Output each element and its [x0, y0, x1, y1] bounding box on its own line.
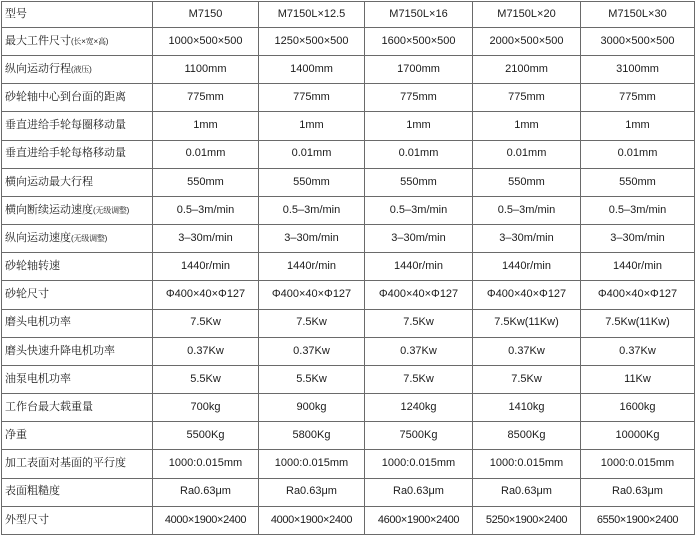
spec-value: 0.01mm	[473, 140, 581, 168]
spec-label-cell	[2, 450, 153, 478]
spec-value: 7.5Kw	[259, 309, 365, 337]
spec-label-cell	[2, 506, 153, 534]
spec-value: 0.37Kw	[365, 337, 473, 365]
spec-value: 550mm	[365, 168, 473, 196]
spec-value: 4600×1900×2400	[365, 506, 473, 534]
spec-label-cell	[2, 478, 153, 506]
spec-label: 垂直进给手轮每圈移动量	[5, 119, 126, 132]
spec-label: 纵向运动速度	[5, 231, 71, 244]
spec-value: 1000:0.015mm	[581, 450, 695, 478]
spec-label-cell	[2, 337, 153, 365]
header-row	[2, 2, 695, 28]
spec-label: 工作台最大载重量	[5, 400, 93, 413]
spec-value: 550mm	[153, 168, 259, 196]
spec-value: 7500Kg	[365, 422, 473, 450]
spec-value: 7.5Kw(11Kw)	[473, 309, 581, 337]
spec-value: 1mm	[259, 112, 365, 140]
model-header: M7150L×12.5	[259, 2, 365, 28]
spec-value: 4000×1900×2400	[153, 506, 259, 534]
model-header: M7150L×20	[473, 2, 581, 28]
spec-value: 11Kw	[581, 365, 695, 393]
spec-value: 550mm	[473, 168, 581, 196]
spec-row	[2, 506, 695, 534]
spec-row	[2, 84, 695, 112]
spec-label-cell	[2, 394, 153, 422]
spec-value: 1mm	[153, 112, 259, 140]
spec-label-cell	[2, 28, 153, 56]
model-header: M7150L×30	[581, 2, 695, 28]
spec-label: 砂轮尺寸	[5, 288, 49, 301]
spec-label: 磨头快速升降电机功率	[5, 344, 115, 357]
spec-value: 0.5–3m/min	[259, 196, 365, 224]
spec-label-cell	[2, 112, 153, 140]
spec-value: 1440r/min	[473, 253, 581, 281]
spec-value: 1600×500×500	[365, 28, 473, 56]
spec-value: 5.5Kw	[259, 365, 365, 393]
spec-value: 7.5Kw(11Kw)	[581, 309, 695, 337]
spec-value: 5500Kg	[153, 422, 259, 450]
spec-label-cell	[2, 365, 153, 393]
spec-row	[2, 422, 695, 450]
spec-value: Ra0.63μm	[473, 478, 581, 506]
spec-value: 700kg	[153, 394, 259, 422]
spec-label-note: (液压)	[71, 64, 92, 74]
spec-value: Ra0.63μm	[259, 478, 365, 506]
spec-label: 横向断续运动速度	[5, 203, 93, 216]
spec-value: 0.5–3m/min	[581, 196, 695, 224]
spec-value: 1000:0.015mm	[259, 450, 365, 478]
spec-row	[2, 28, 695, 56]
spec-label-cell	[2, 281, 153, 309]
spec-value: 1000:0.015mm	[365, 450, 473, 478]
spec-value: 1mm	[581, 112, 695, 140]
spec-label-cell	[2, 225, 153, 253]
spec-value: 1440r/min	[153, 253, 259, 281]
spec-value: 3–30m/min	[153, 225, 259, 253]
spec-value: 1700mm	[365, 56, 473, 84]
spec-label-cell	[2, 309, 153, 337]
spec-value: 3–30m/min	[259, 225, 365, 253]
spec-value: 0.01mm	[259, 140, 365, 168]
spec-value: Φ400×40×Φ127	[581, 281, 695, 309]
spec-row	[2, 225, 695, 253]
spec-value: Ra0.63μm	[153, 478, 259, 506]
spec-value: 1250×500×500	[259, 28, 365, 56]
spec-row	[2, 253, 695, 281]
spec-value: 10000Kg	[581, 422, 695, 450]
spec-value: 550mm	[581, 168, 695, 196]
spec-label: 纵向运动行程	[5, 62, 71, 75]
spec-value: Φ400×40×Φ127	[259, 281, 365, 309]
spec-value: 1mm	[473, 112, 581, 140]
spec-value: 3–30m/min	[365, 225, 473, 253]
spec-value: 4000×1900×2400	[259, 506, 365, 534]
spec-value: 5800Kg	[259, 422, 365, 450]
spec-value: 3100mm	[581, 56, 695, 84]
spec-row	[2, 394, 695, 422]
spec-row	[2, 112, 695, 140]
spec-label-cell	[2, 84, 153, 112]
spec-label: 磨头电机功率	[5, 316, 71, 329]
spec-value: 1mm	[365, 112, 473, 140]
spec-label-cell	[2, 56, 153, 84]
spec-value: 0.5–3m/min	[153, 196, 259, 224]
spec-value: 1000×500×500	[153, 28, 259, 56]
spec-value: 775mm	[581, 84, 695, 112]
spec-value: 0.01mm	[581, 140, 695, 168]
spec-value: 8500Kg	[473, 422, 581, 450]
spec-label-cell	[2, 168, 153, 196]
spec-label-note: (无级调整)	[93, 205, 130, 215]
spec-value: 0.01mm	[365, 140, 473, 168]
spec-label: 外型尺寸	[5, 513, 49, 526]
spec-label: 砂轮轴转速	[5, 260, 60, 273]
header-label: 型号	[2, 2, 153, 28]
spec-label: 横向运动最大行程	[5, 175, 93, 188]
spec-value: 5250×1900×2400	[473, 506, 581, 534]
spec-value: 775mm	[365, 84, 473, 112]
spec-value: 7.5Kw	[365, 365, 473, 393]
spec-value: Φ400×40×Φ127	[153, 281, 259, 309]
spec-value: 1100mm	[153, 56, 259, 84]
spec-label: 垂直进给手轮每格移动量	[5, 147, 126, 160]
spec-value: Ra0.63μm	[581, 478, 695, 506]
spec-value: 7.5Kw	[473, 365, 581, 393]
spec-table-body	[2, 28, 695, 535]
spec-value: 5.5Kw	[153, 365, 259, 393]
spec-label: 加工表面对基面的平行度	[5, 457, 126, 470]
spec-label-note: (长×宽×高)	[71, 36, 109, 46]
model-header: M7150L×16	[365, 2, 473, 28]
spec-row	[2, 56, 695, 84]
spec-value: 900kg	[259, 394, 365, 422]
spec-table	[1, 1, 695, 535]
spec-value: 2000×500×500	[473, 28, 581, 56]
spec-value: 0.01mm	[153, 140, 259, 168]
spec-value: Φ400×40×Φ127	[473, 281, 581, 309]
spec-row	[2, 281, 695, 309]
spec-value: 0.37Kw	[153, 337, 259, 365]
spec-value: 550mm	[259, 168, 365, 196]
spec-row	[2, 450, 695, 478]
spec-value: 2100mm	[473, 56, 581, 84]
spec-value: 1440r/min	[259, 253, 365, 281]
spec-value: 1000:0.015mm	[473, 450, 581, 478]
spec-row	[2, 365, 695, 393]
spec-row	[2, 196, 695, 224]
spec-value: 775mm	[259, 84, 365, 112]
model-header: M7150	[153, 2, 259, 28]
spec-value: Ra0.63μm	[365, 478, 473, 506]
spec-row	[2, 478, 695, 506]
spec-label: 砂轮轴中心到台面的距离	[5, 91, 126, 104]
spec-value: 0.37Kw	[581, 337, 695, 365]
spec-value: 3000×500×500	[581, 28, 695, 56]
spec-value: 0.5–3m/min	[473, 196, 581, 224]
spec-label: 净重	[5, 428, 27, 441]
spec-value: Φ400×40×Φ127	[365, 281, 473, 309]
spec-value: 0.37Kw	[473, 337, 581, 365]
spec-value: 0.5–3m/min	[365, 196, 473, 224]
spec-value: 1410kg	[473, 394, 581, 422]
spec-row	[2, 140, 695, 168]
spec-value: 3–30m/min	[581, 225, 695, 253]
spec-value: 1440r/min	[581, 253, 695, 281]
spec-row	[2, 168, 695, 196]
spec-row	[2, 309, 695, 337]
spec-value: 775mm	[473, 84, 581, 112]
spec-label-cell	[2, 196, 153, 224]
spec-value: 775mm	[153, 84, 259, 112]
spec-value: 6550×1900×2400	[581, 506, 695, 534]
spec-value: 7.5Kw	[153, 309, 259, 337]
spec-value: 1440r/min	[365, 253, 473, 281]
spec-label-cell	[2, 422, 153, 450]
spec-label-note: (无级调整)	[71, 233, 108, 243]
spec-value: 3–30m/min	[473, 225, 581, 253]
spec-value: 1600kg	[581, 394, 695, 422]
spec-label: 表面粗糙度	[5, 485, 60, 498]
spec-label: 油泵电机功率	[5, 372, 71, 385]
spec-value: 1000:0.015mm	[153, 450, 259, 478]
spec-value: 1240kg	[365, 394, 473, 422]
spec-value: 1400mm	[259, 56, 365, 84]
spec-label-cell	[2, 253, 153, 281]
spec-row	[2, 337, 695, 365]
spec-value: 0.37Kw	[259, 337, 365, 365]
spec-value: 7.5Kw	[365, 309, 473, 337]
spec-label: 最大工件尺寸	[5, 34, 71, 47]
spec-label-cell	[2, 140, 153, 168]
